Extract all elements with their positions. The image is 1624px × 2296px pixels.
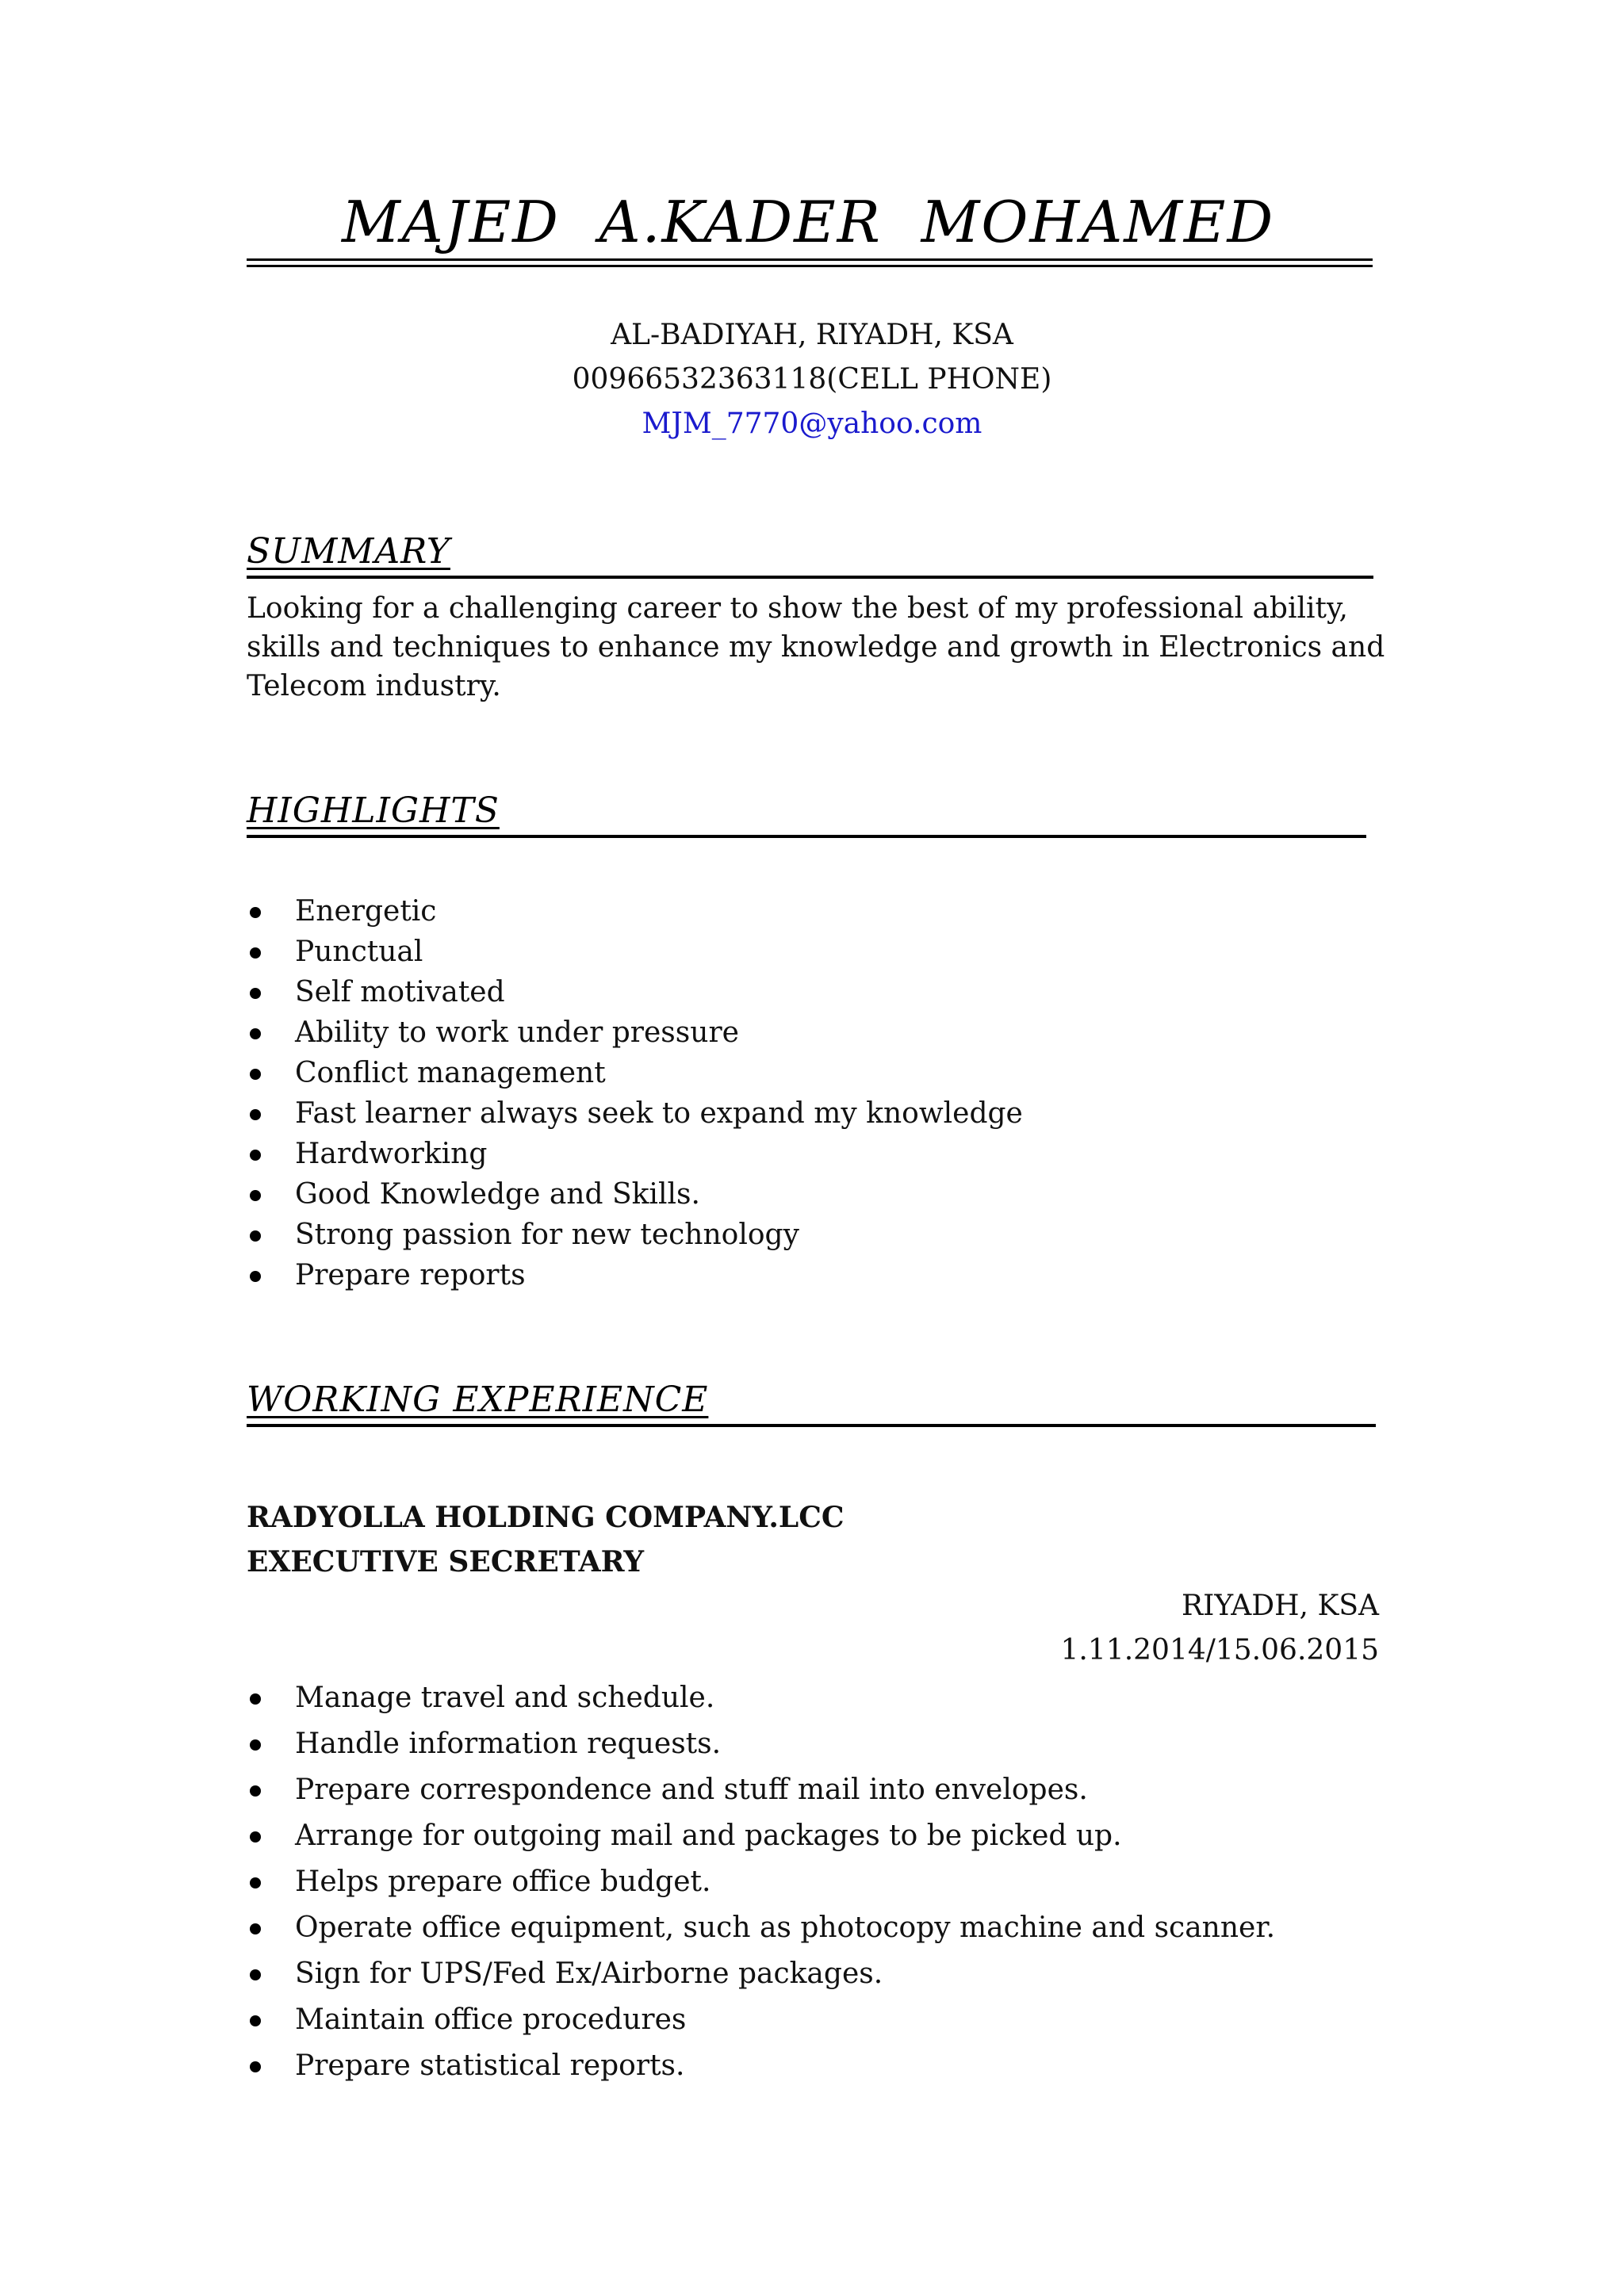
summary-paragraph: Looking for a challenging career to show the best of my professional ability, skills and techniques to enhance my knowledge and growth in Electronics and Telecom industry. (247, 592, 1385, 702)
duty-item: Helps prepare office budget. (247, 1859, 1396, 1905)
highlights-heading (247, 789, 1366, 838)
candidate-name: MAJED A.KADER MOHAMED (342, 189, 1275, 255)
highlights-heading-rule (247, 835, 1366, 838)
highlight-item: Hardworking (247, 1134, 1396, 1174)
contact-address: AL-BADIYAH, RIYADH, KSA (611, 319, 1013, 351)
highlight-item: Punctual (247, 932, 1396, 972)
highlight-item: Strong passion for new technology (247, 1215, 1396, 1255)
highlight-item: Prepare reports (247, 1255, 1396, 1295)
experience-heading-text: WORKING EXPERIENCE (247, 1380, 709, 1420)
name-underline-bottom (247, 265, 1373, 267)
highlights-heading-text: HIGHLIGHTS (247, 790, 500, 831)
highlight-item: Energetic (247, 891, 1396, 932)
experience-heading (247, 1378, 1376, 1427)
job-title: EXECUTIVE SECRETARY (247, 1545, 645, 1578)
contact-email-row (0, 402, 1624, 446)
duty-item: Prepare statistical reports. (247, 2043, 1396, 2089)
highlight-item: Good Knowledge and Skills. (247, 1174, 1396, 1215)
duty-item: Arrange for outgoing mail and packages to be picked up. (247, 1813, 1396, 1859)
job-dates: 1.11.2014/15.06.2015 (1060, 1634, 1379, 1667)
duty-item: Handle information requests. (247, 1721, 1396, 1767)
name-underline-top (247, 258, 1373, 261)
highlight-item: Conflict management (247, 1053, 1396, 1093)
duty-item: Maintain office procedures (247, 1997, 1396, 2043)
highlight-item: Self motivated (247, 972, 1396, 1012)
summary-heading-rule (247, 576, 1373, 579)
duty-item: Operate office equipment, such as photocopy machine and scanner. (247, 1905, 1396, 1951)
name-header (247, 186, 1373, 274)
duties-list (247, 1675, 1396, 2089)
contact-phone: 00966532363118(CELL PHONE) (572, 363, 1052, 396)
summary-heading-text: SUMMARY (247, 531, 450, 572)
duty-item: Manage travel and schedule. (247, 1675, 1396, 1721)
summary-heading (247, 530, 1373, 579)
job-location: RIYADH, KSA (1182, 1590, 1379, 1622)
experience-heading-rule (247, 1424, 1376, 1427)
contact-email[interactable]: MJM_7770@yahoo.com (642, 408, 982, 440)
duty-item: Sign for UPS/Fed Ex/Airborne packages. (247, 1951, 1396, 1997)
highlights-list (247, 891, 1396, 1295)
highlight-item: Ability to work under pressure (247, 1012, 1396, 1053)
company-name: RADYOLLA HOLDING COMPANY.LCC (247, 1501, 845, 1534)
highlight-item: Fast learner always seek to expand my knowledge (247, 1093, 1396, 1134)
duty-item: Prepare correspondence and stuff mail into envelopes. (247, 1767, 1396, 1813)
